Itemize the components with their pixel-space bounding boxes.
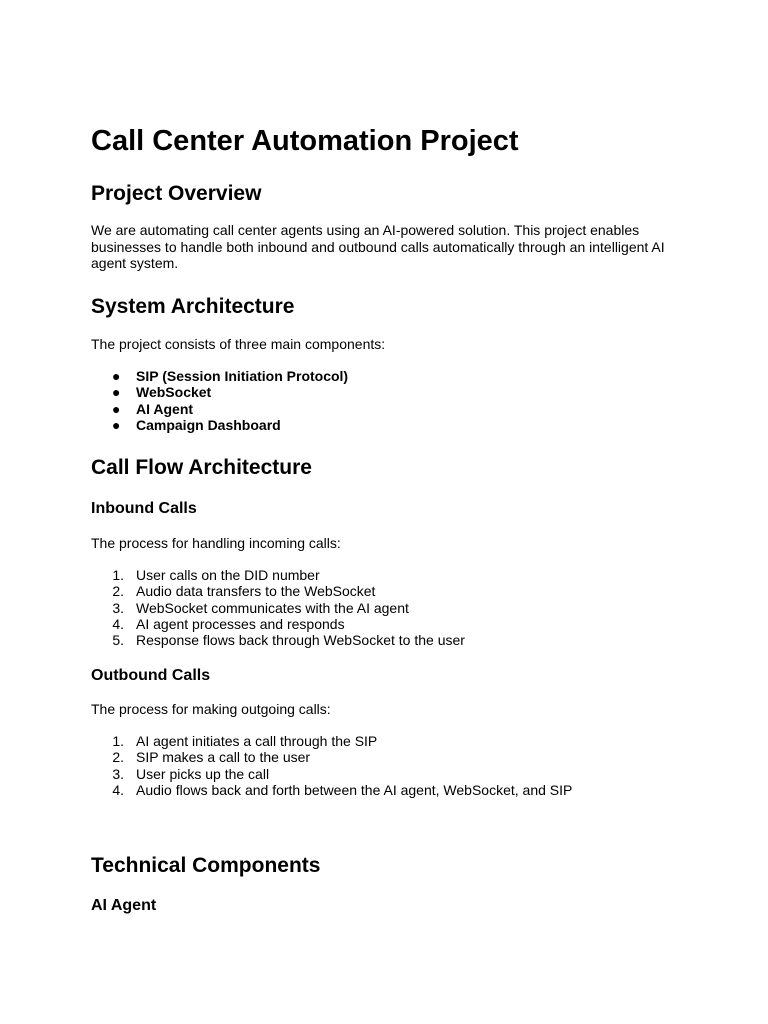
list-item: 1. AI agent initiates a call through the SIP — [112, 733, 378, 749]
list-item: ● AI Agent — [112, 400, 194, 417]
document-title: Call Center Automation Project — [91, 125, 519, 157]
list-item: ● SIP (Session Initiation Protocol) — [112, 368, 349, 384]
list-item: 3. WebSocket communicates with the AI agent — [112, 599, 409, 616]
bullet-icon: ● — [112, 384, 121, 401]
overview-paragraph: We are automating call center agents using an AI-powered solution. This project enables businesses to handle both inbound and outbound calls automatically through an intelligent AI agent system. — [91, 222, 665, 271]
components-list — [91, 368, 348, 433]
list-item: 1. User calls on the DID number — [112, 567, 320, 583]
list-item: 2. SIP makes a call to the user — [112, 749, 311, 766]
architecture-intro: The project consists of three main components: — [91, 336, 386, 352]
heading-ai-agent: AI Agent — [91, 897, 157, 914]
list-item: 3. User picks up the call — [112, 765, 270, 782]
list-item: ● Campaign Dashboard — [112, 416, 281, 433]
outbound-steps-list — [91, 733, 572, 798]
list-item: ● WebSocket — [112, 384, 212, 401]
list-item: 4. Audio flows back and forth between the AI agent, WebSocket, and SIP — [112, 781, 573, 798]
heading-project-overview: Project Overview — [91, 182, 262, 205]
list-item: 4. AI agent processes and responds — [112, 615, 345, 632]
outbound-intro: The process for making outgoing calls: — [91, 701, 331, 717]
inbound-intro: The process for handling incoming calls: — [91, 535, 341, 551]
bullet-icon: ● — [112, 368, 121, 384]
bullet-icon: ● — [112, 400, 121, 417]
bullet-icon: ● — [112, 416, 121, 433]
heading-call-flow-architecture: Call Flow Architecture — [91, 456, 312, 479]
inbound-steps-list — [91, 567, 465, 648]
list-item: 5. Response flows back through WebSocket to the user — [112, 632, 465, 649]
heading-outbound-calls: Outbound Calls — [91, 667, 211, 684]
heading-system-architecture: System Architecture — [91, 295, 295, 318]
list-item: 2. Audio data transfers to the WebSocket — [112, 583, 376, 600]
heading-technical-components: Technical Components — [91, 854, 321, 877]
heading-inbound-calls: Inbound Calls — [91, 500, 197, 517]
